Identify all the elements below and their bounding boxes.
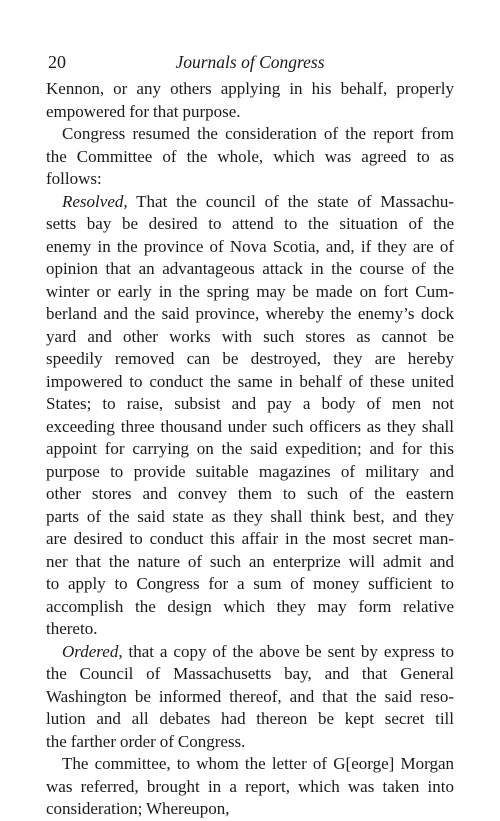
running-title: Journals of Congress <box>175 52 325 72</box>
text-line: exceeding three thousand under such officers as they shall <box>46 416 454 436</box>
text-line: opinion that an advantageous attack in the course of the <box>46 259 454 278</box>
text-line: follows: <box>46 169 102 188</box>
text-line: lution and all debates had thereon be kept secret till <box>46 709 454 728</box>
text-line: the Council of Massachusetts bay, and that General <box>46 664 454 683</box>
text-line: accomplish the design which they may form relative <box>46 596 454 616</box>
text-line: are desired to conduct this affair in the most secret man- <box>46 529 454 548</box>
text-line: other stores and convey them to such of the eastern <box>46 484 454 503</box>
text-line: impowered to conduct the same in behalf of these united <box>46 371 454 391</box>
document-page <box>46 52 454 821</box>
text-line: ner that the nature of such an enterprize will admit and <box>46 551 454 571</box>
text-line: purpose to provide suitable magazines of military and <box>46 461 454 481</box>
text-line: enemy in the province of Nova Scotia, and, if they are of <box>46 236 454 256</box>
text-line: Ordered, that a copy of the above be sent by express to <box>62 641 454 661</box>
text-line: was referred, brought in a report, which was taken into <box>46 776 454 796</box>
text-line: States; to raise, subsist and pay a body of men not <box>46 394 454 413</box>
text-line: The committee, to whom the letter of G[eorge] Morgan <box>62 754 454 773</box>
text-line: yard and other works with such stores as cannot be <box>46 326 454 346</box>
text-line: the farther order of Congress. <box>46 731 246 751</box>
text-line: berland and the said province, whereby the enemy’s dock <box>46 304 454 323</box>
body-text <box>46 78 454 821</box>
text-line: Washington be informed thereof, and that the said reso- <box>46 686 454 706</box>
text-line: setts bay be desired to attend to the situation of the <box>46 214 454 233</box>
text-line: thereto. <box>46 619 98 638</box>
text-line: winter or early in the spring may be made on fort Cum- <box>46 281 454 301</box>
page-number: 20 <box>48 52 66 72</box>
text-line: Resolved, That the council of the state of Massachu- <box>62 191 454 211</box>
resolved-label: Resolved <box>62 191 124 211</box>
ordered-label: Ordered <box>62 641 119 661</box>
text-line: to apply to Congress for a sum of money sufficient to <box>46 574 454 593</box>
text-line: empowered for that purpose. <box>46 101 241 121</box>
text-line: appoint for carrying on the said expedition; and for this <box>46 439 454 458</box>
text-line: speedily removed can be destroyed, they are hereby <box>46 349 454 368</box>
text-line: Kennon, or any others applying in his behalf, properly <box>46 79 454 98</box>
text-line: the Committee of the whole, which was agreed to as <box>46 146 454 166</box>
text-line: parts of the said state as they shall think best, and they <box>46 506 454 526</box>
text-line: Congress resumed the consideration of the report from <box>62 124 454 143</box>
running-head <box>46 52 454 78</box>
text-line: consideration; Whereupon, <box>46 799 230 818</box>
